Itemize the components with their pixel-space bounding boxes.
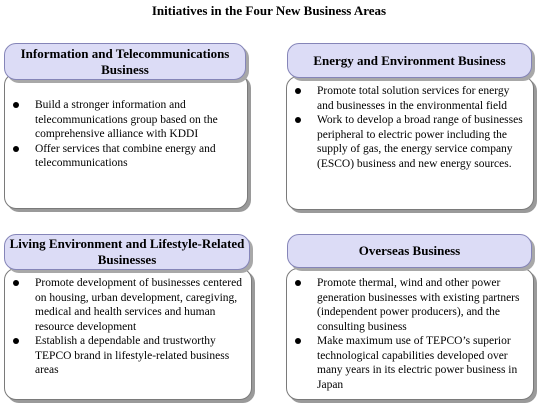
list-item: Promote thermal, wind and other power generation businesses with existing partners (independent power producers), and the consulting business — [293, 276, 527, 334]
energy-environment-heading: Energy and Environment Business — [287, 43, 532, 78]
list-item: Work to develop a broad range of businesses peripheral to electric power including the supply of gas, the energy service company (ESCO) business and new energy sources. — [293, 113, 525, 171]
list-item: Promote development of businesses centered on housing, urban development, caregiving, medical and health services and human resource development — [11, 276, 243, 334]
info-telecom-heading: Information and Telecommunications Business — [4, 43, 246, 80]
energy-environment-list — [293, 84, 525, 171]
energy-environment-card — [286, 76, 534, 210]
list-item: Build a stronger information and telecommunications group based on the comprehensive alliance with KDDI — [11, 98, 241, 142]
living-lifestyle-list — [11, 276, 243, 378]
diagram-title: Initiatives in the Four New Business Areas — [151, 3, 387, 18]
list-item: Establish a dependable and trustworthy TEPCO brand in lifestyle-related business areas — [11, 334, 243, 378]
info-telecom-list — [11, 98, 241, 171]
list-item: Make maximum use of TEPCO’s superior technological capabilities developed over many years in its electric power business in Japan — [293, 334, 527, 392]
list-item: Offer services that combine energy and telecommunications — [11, 142, 241, 171]
overseas-card — [286, 268, 534, 400]
overseas-heading: Overseas Business — [287, 234, 532, 268]
list-item: Promote total solution services for energy and businesses in the environmental field — [293, 84, 525, 113]
living-lifestyle-card — [4, 268, 252, 400]
living-lifestyle-heading: Living Environment and Lifestyle-Related Businesses — [4, 234, 250, 270]
overseas-list — [293, 276, 527, 392]
info-telecom-card — [4, 73, 248, 209]
